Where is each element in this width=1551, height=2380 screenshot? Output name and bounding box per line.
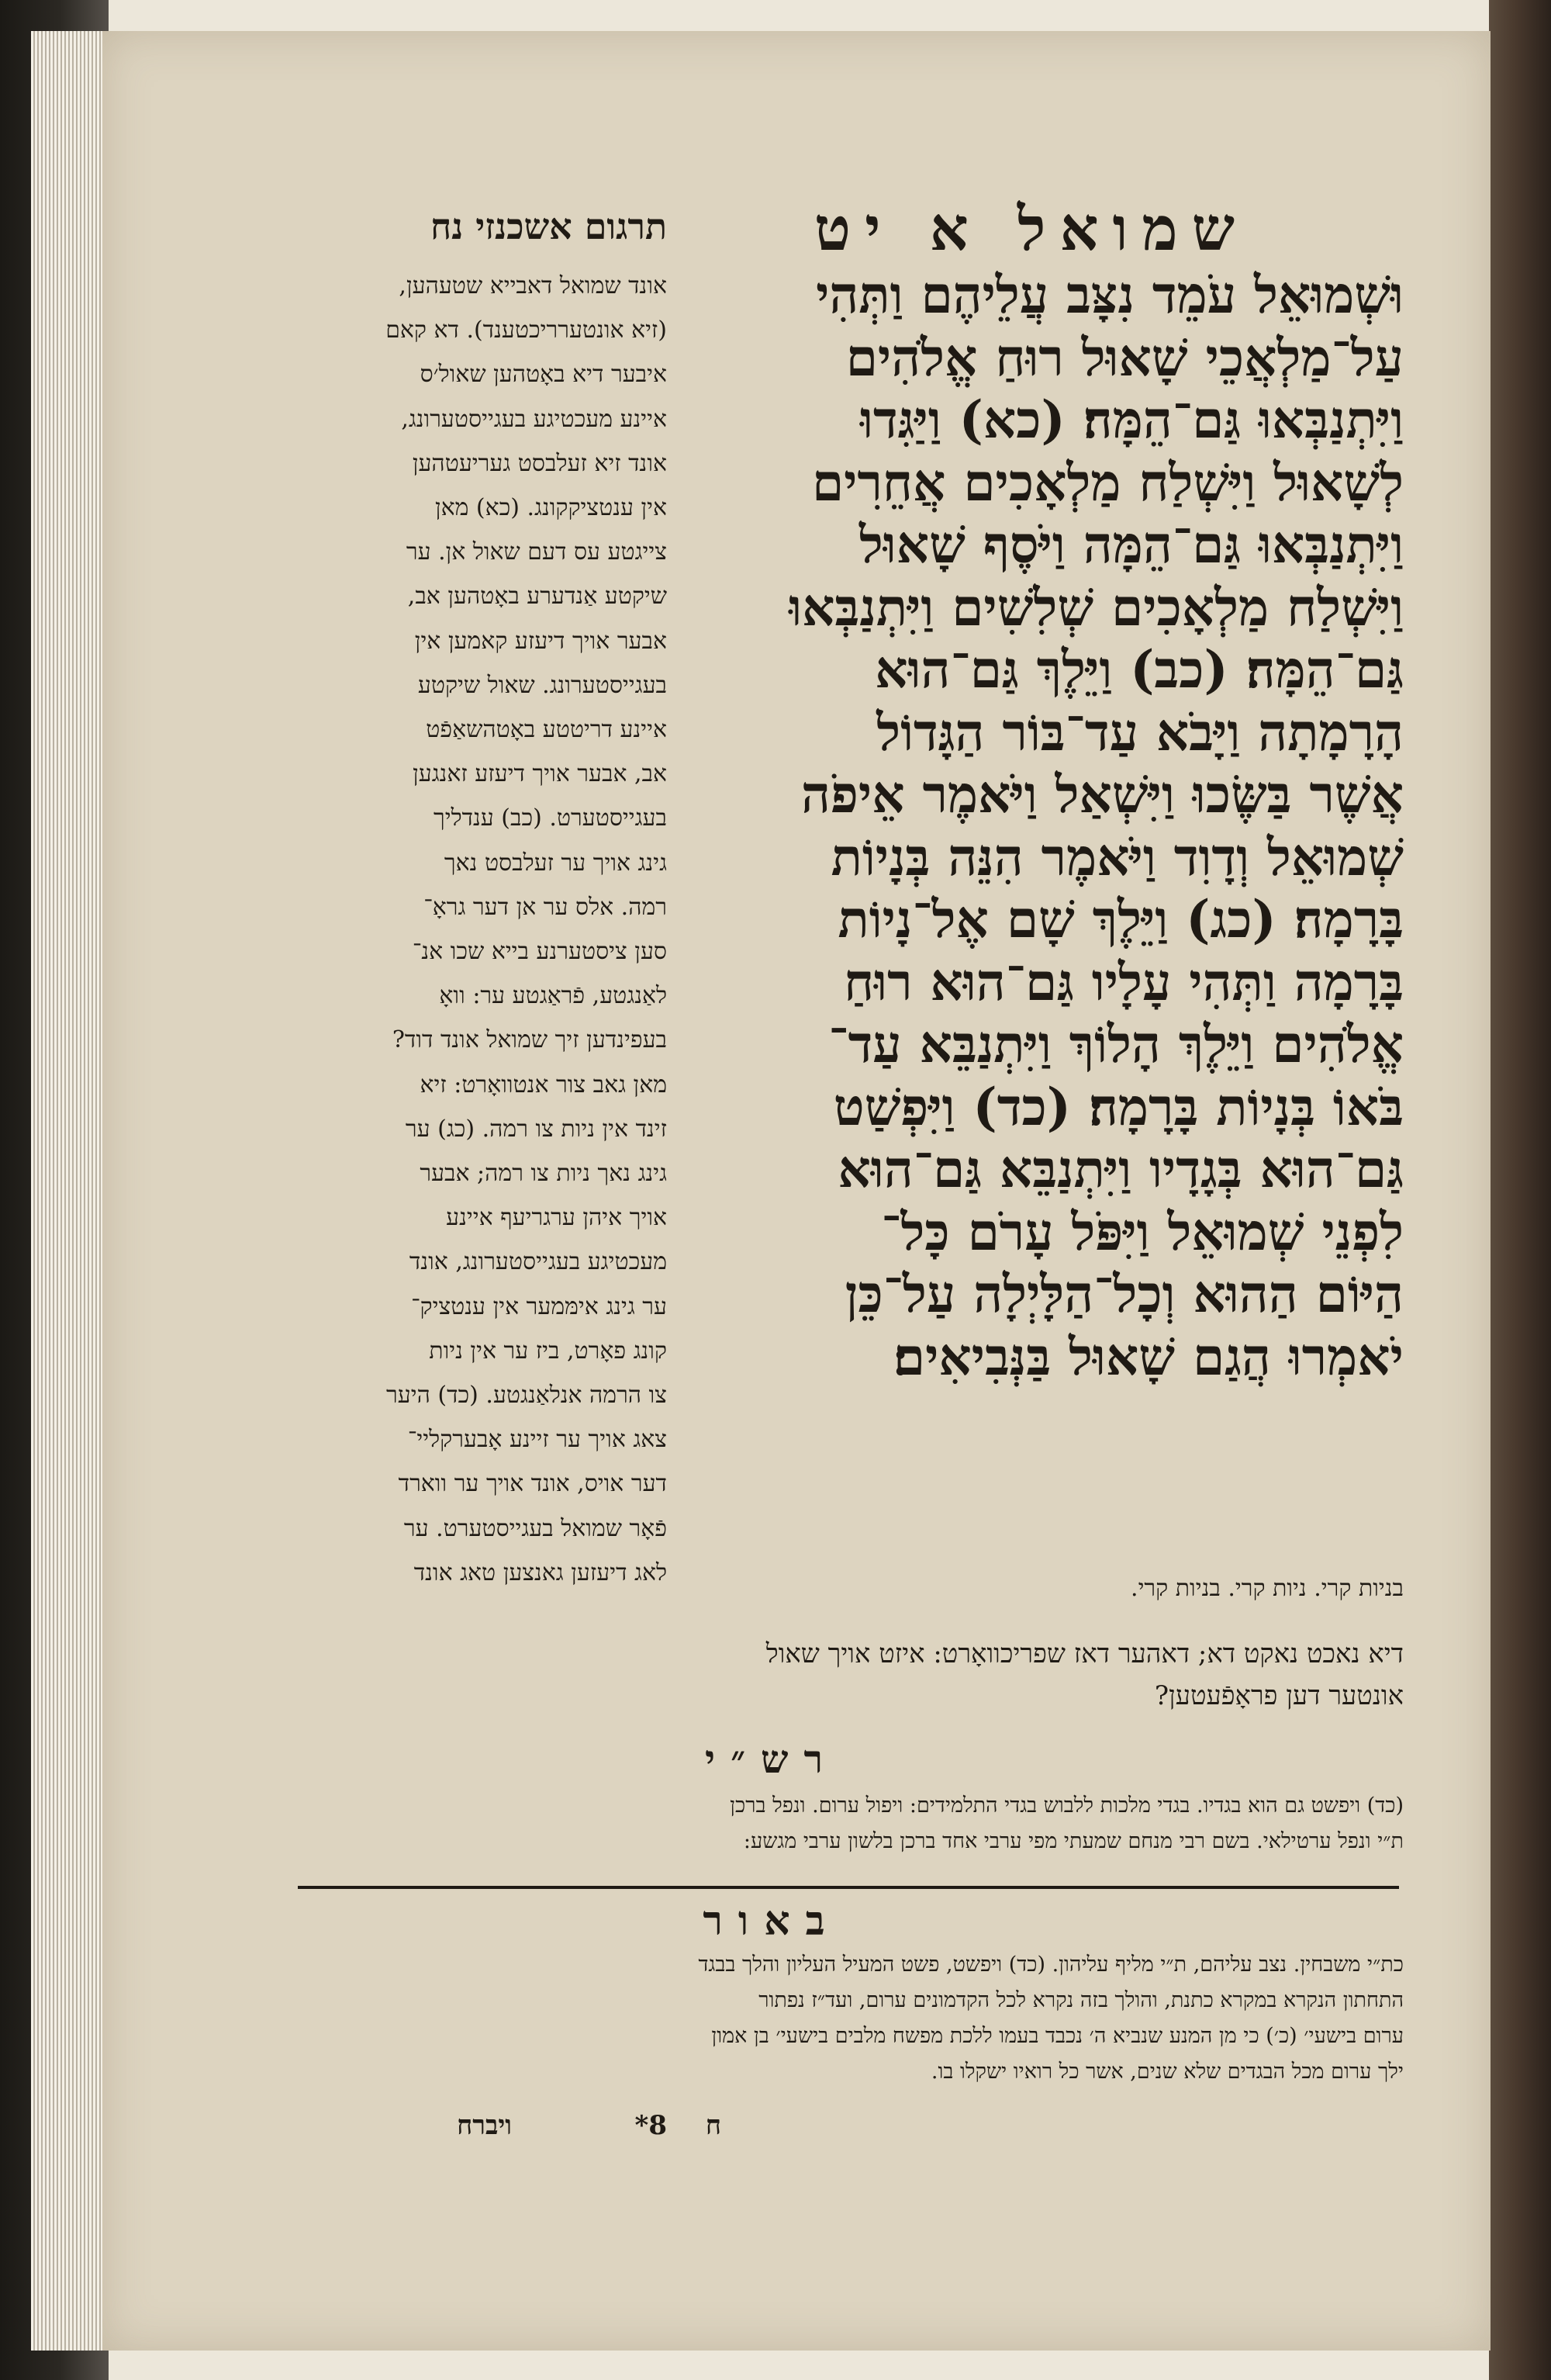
rashi-commentary [279,1788,1404,1859]
biur-line: ילך ערום מכל הבגדים שלא שנים, אשר כל רואיו ישקלו בו. [931,2060,1404,2084]
yiddish-line: (זיא אונטערריכטענד). דא קאם [385,317,667,344]
yiddish-line: איינע מעכטיגע בעגייסטערונג, [401,405,667,433]
signature-mark: ח [705,2110,721,2141]
yiddish-line: גינג נאך ניות צו רמה; אבער [420,1160,667,1188]
yiddish-line: סען ציסטערנע בייא שכו אנ־ [412,938,667,966]
yiddish-line: רמה. אלס ער אן דער גראָ־ [423,893,667,921]
yiddish-line: איבער דיא באָטהען שאול׳ס [420,361,667,389]
yiddish-continuation [279,1633,1404,1717]
yiddish-line: דער אויס, אונד אויך ער ווארד [398,1470,667,1498]
yiddish-line: אויך איהן ערגריעף איינע [446,1204,667,1232]
yiddish-continuation-line: דיא נאכט נאקט דא; דאהער דאז שפריכוואָרט: איזט אויך שאול [765,1638,1404,1669]
yiddish-line: מאן גאב צור אנטוואָרט: זיא [420,1071,667,1098]
hebrew-line: בָּרָמָה וַתְּהִי עָלָיו גַּם־הוּא רוּחַ [844,951,1404,1012]
rashi-line: ת״י ונפל ערטילאי. בשם רבי מנחם שמעתי מפי ערבי אחד ברכן בלשון ערבי מגשע: [743,1829,1404,1853]
yiddish-line: ער גינג אימּמער אין ענטציק־ [411,1292,667,1320]
hebrew-line: הָרָמָתָה וַיָּבֹא עַד־בּוֹר הַגָּדוֹל [876,701,1404,763]
targum-title: תרגום אשכנזי נח [430,206,667,247]
yiddish-line: פֿאָר שמואל בעגייסטערט. ער [403,1514,667,1542]
yiddish-line: לאַנגטע, פֿראַגטע ער: וואָ [439,982,667,1010]
yiddish-line: צייגטע עס דעם שאול אן. ער [406,538,667,566]
yiddish-line: לאג דיעזען גאנצען טאג אונד [413,1558,667,1586]
signature-number: 8* [634,2110,667,2141]
yiddish-line: שיקטע אַנדערע באָטהען אב, [407,583,667,611]
hebrew-line: הַיּוֹם הַהוּא וְכָל־הַלָּיְלָה עַל־כֵּן [845,1264,1404,1324]
hebrew-line: וַיִּשְׁלַח מַלְאָכִים שְׁלִשִׁים וַיִּתְנַבְּאוּ [789,576,1404,638]
hebrew-line: וַיִּתְנַבְּאוּ גַּם־הֵמָּה׃ (כא) וַיַּגִּדוּ [860,389,1404,450]
hebrew-line: שְׁמוּאֵל וְדָוִד וַיֹּאמֶר הִנֵּה בְּנָיוֹת [831,826,1404,887]
yiddish-line: אבער אויך דיעזע קאמען אין [414,627,667,655]
hebrew-text-column [690,264,1404,1614]
kri-note: בניות קרי. ניות קרי. בניות קרי. [1131,1575,1404,1602]
catchword: ויברח [457,2110,512,2141]
yiddish-line: אב, אבער אויך דיעזע זאנגען [413,760,667,788]
biur-line: ערום בישעי׳ (כ׳) כי מן המנע שנביא ה׳ נכבד בעמו ללכת מפשח מלבים בישעי׳ בן אמון [711,2024,1404,2048]
yiddish-line: בעגייסטערונג. שאול שיקטע [417,671,667,699]
yiddish-line: אונד זיא זעלבסט געריעטהען [412,449,667,477]
rashi-heading: רש״י [704,1736,839,1782]
hebrew-line: אֲשֶׁר בַּשֶּׂכוּ וַיִּשְׁאַל וַיֹּאמֶר אֵיפֹה [801,764,1404,825]
yiddish-line: גינג אויך ער זעלבסט נאך [444,849,667,877]
yiddish-line: זינד אין ניות צו רמה. (כג) ער [405,1115,667,1143]
yiddish-line: קונג פאָרט, ביז ער אין ניות [429,1337,667,1365]
hebrew-line: בָּרָמָה׃ (כג) וַיֵּלֶךְ שָׁם אֶל־נָיוֹת [838,889,1404,950]
hebrew-line: אֱלֹהִים וַיֵּלֶךְ הָלוֹךְ וַיִּתְנַבֵּא עַד־ [828,1014,1404,1074]
rashi-line: (כד) ויפשט גם הוא בגדיו. בגדי מלכות ללבוש בגדי התלמידים: ויפול ערום. ונפל ברכן [730,1794,1404,1818]
yiddish-line: צו הרמה אנלאַנגטע. (כד) היער [386,1382,667,1410]
hebrew-line: וַיִּתְנַבְּאוּ גַּם־הֵמָּה וַיֹּסֶף שָׁאוּל [859,514,1404,575]
biur-heading: באור [703,1897,841,1945]
biur-line: התחתון הנקרא במקרא כתנת, והולך בזה נקרא לכל הקדמונים ערום, ועד״ז נפתור [758,1988,1404,2012]
yiddish-continuation-line: אונטער דען פראָפֿעטען? [1154,1680,1404,1711]
yiddish-translation-column [279,264,667,1614]
hebrew-line: לִפְנֵי שְׁמוּאֵל וַיִּפֹּל עָרֹם כָּל־ [881,1201,1404,1262]
page-edges [31,31,102,2351]
hebrew-line: גַּם־הֵמָּה׃ (כב) וַיֵּלֶךְ גַּם־הוּא [875,639,1404,700]
biur-line: כת״י משבחין. נצב עליהם, ת״י מליף עליהון. (כד) ויפשט, פשט המעיל העליון והלך בבגד [698,1953,1404,1977]
hebrew-line: עַל־מַלְאֲכֵי שָׁאוּל רוּחַ אֱלֹהִים [845,327,1404,388]
yiddish-line: אונד שמואל דאבייא שטעהען, [399,272,667,299]
yiddish-line: בעגייסטערט. (כב) ענדליך [433,804,667,832]
yiddish-line: איינע דריטטע באָטהשאַפֿט [426,716,667,744]
hebrew-line: בֹּאוֹ בְּנָיוֹת בָּרָמָה׃ (כד) וַיִּפְשַׁט [833,1076,1404,1137]
page-footer [380,2110,721,2149]
book-spine [1489,0,1551,2380]
hebrew-line: גַּם־הוּא בְּגָדָיו וַיִּתְנַבֵּא גַּם־הוּא [838,1139,1404,1199]
hebrew-line: יֹאמְרוּ הֲגַם שָׁאוּל בַּנְּבִיאִים׃ [893,1326,1404,1387]
yiddish-line: מעכטיגע בעגייסטערונג, אונד [409,1248,667,1276]
yiddish-line: בעפינדען זיך שמואל אונד דוד? [392,1026,667,1054]
section-divider [298,1886,1399,1889]
yiddish-line: אין ענטציקקונג. (כא) מאן [434,494,667,522]
yiddish-line: צאג אויך ער זיינע אָבערקליי־ [407,1426,667,1454]
hebrew-line: וּשְׁמוּאֵל עֹמֵד נִצָּב עֲלֵיהֶם וַתְּהִי [816,265,1404,325]
book-title: שמואל א יט [814,194,1249,265]
hebrew-line: לְשָׁאוּל וַיִּשְׁלַח מַלְאָכִים אֲחֵרִים [812,451,1404,513]
biur-commentary [279,1947,1404,2090]
